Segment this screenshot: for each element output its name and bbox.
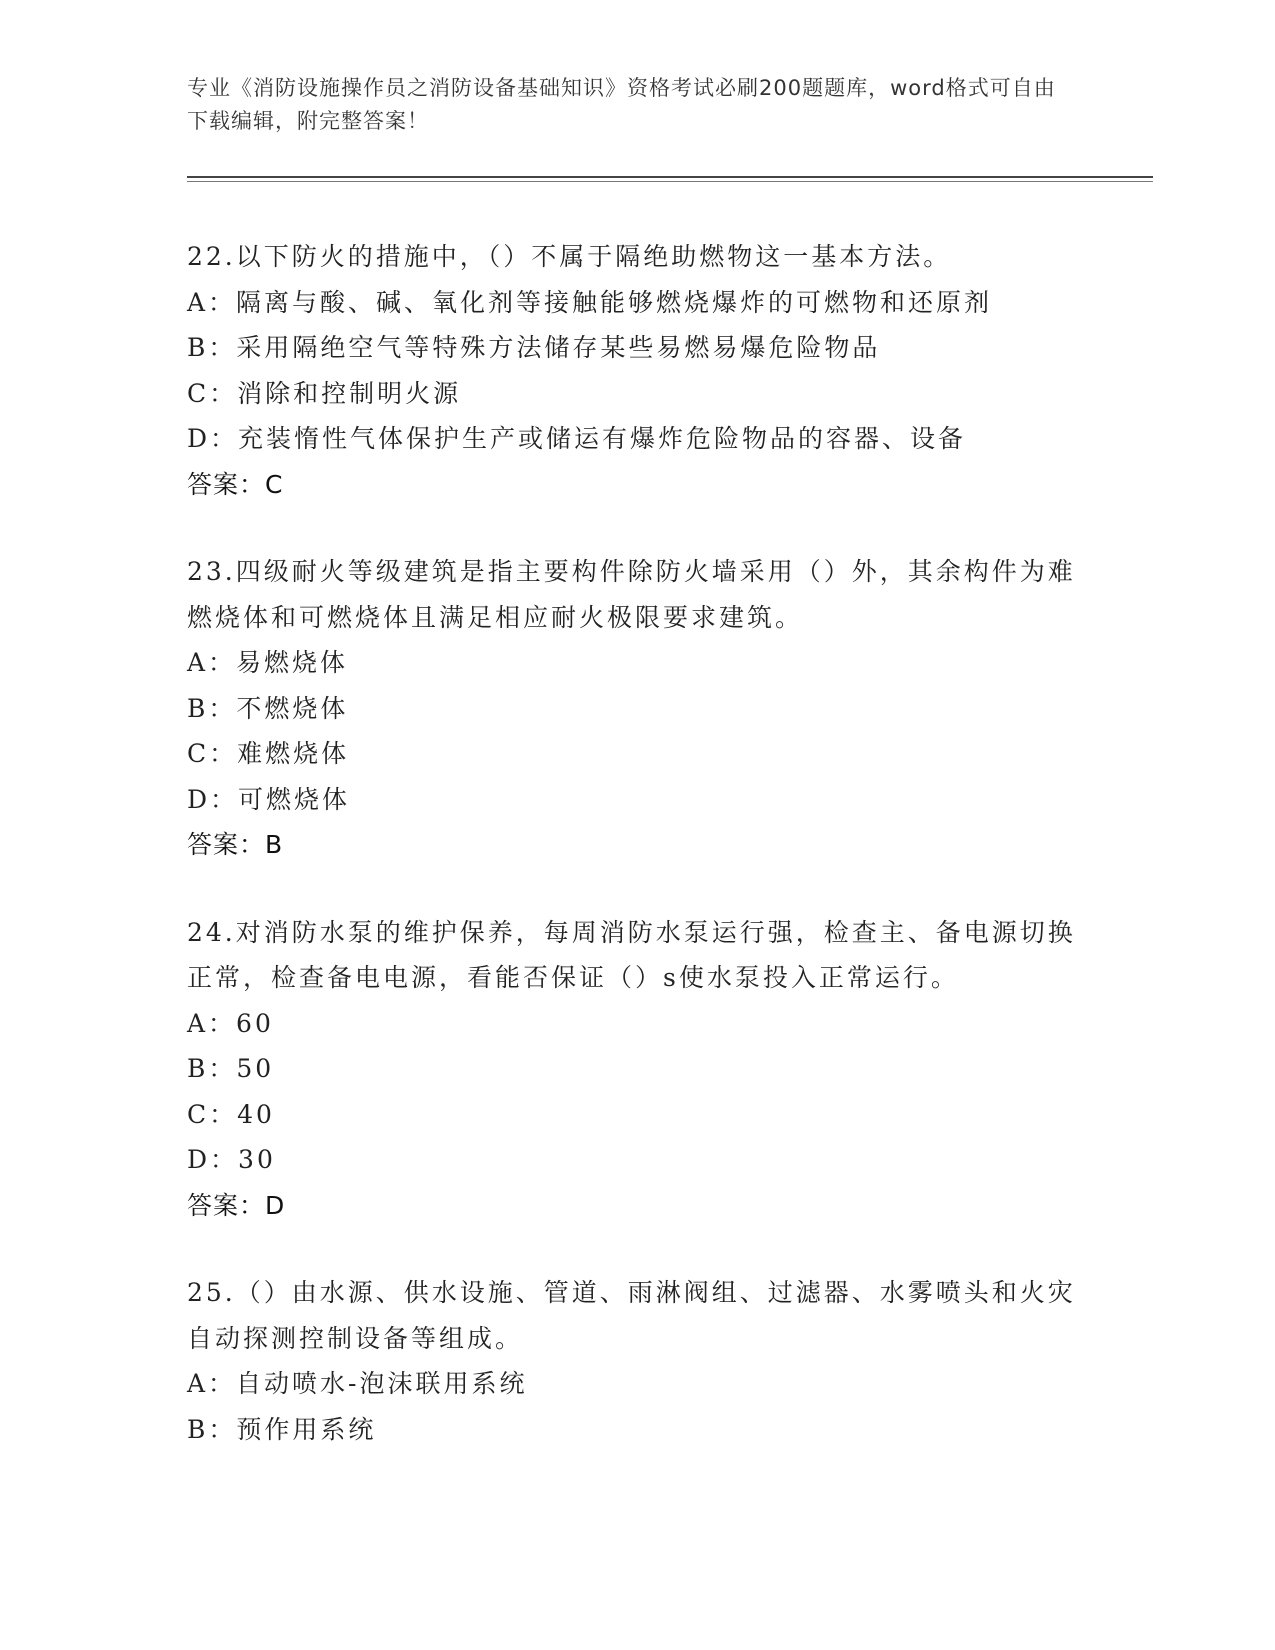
question-25: [187, 1270, 1087, 1452]
question-22: [187, 234, 1087, 507]
option-d: D：30: [187, 1145, 276, 1174]
option-a: A：隔离与酸、碱、氧化剂等接触能够燃烧爆炸的可燃物和还原剂: [187, 287, 993, 317]
option-c: C：消除和控制明火源: [187, 378, 462, 408]
header-divider-thin: [187, 181, 1153, 182]
option-d: D：充装惰性气体保护生产或储运有爆炸危险物品的容器、设备: [187, 424, 967, 453]
option-a: A：易燃烧体: [187, 648, 349, 677]
question-stem: 24.对消防水泵的维护保养，每周消防水泵运行强，检查主、备电源切换正常，检查备电电源，看能否保证（）s使水泵投入正常运行。: [187, 917, 1076, 992]
option-a: A：60: [187, 1008, 274, 1038]
question-list: [187, 234, 1087, 1494]
document-header: 专业《消防设施操作员之消防设备基础知识》资格考试必刷200题题库，word格式可自由下载编辑，附完整答案！: [187, 76, 1056, 133]
option-a: A：自动喷水-泡沫联用系统: [187, 1369, 528, 1398]
option-c: C：40: [187, 1099, 275, 1129]
option-b: B：采用隔绝空气等特殊方法储存某些易燃易爆危险物品: [187, 333, 881, 362]
question-stem: 25.（）由水源、供水设施、管道、雨淋阀组、过滤器、水雾喷头和火灾自动探测控制设备等组成。: [187, 1278, 1076, 1353]
question-stem: 22.以下防火的措施中，（）不属于隔绝助燃物这一基本方法。: [187, 242, 952, 271]
answer-line: 答案：B: [187, 830, 284, 859]
question-24: [187, 910, 1087, 1229]
option-d: D：可燃烧体: [187, 784, 351, 814]
option-b: B：不燃烧体: [187, 693, 349, 723]
question-stem: 23.四级耐火等级建筑是指主要构件除防火墙采用（）外，其余构件为难燃烧体和可燃烧体且满足相应耐火极限要求建筑。: [187, 557, 1076, 632]
option-b: B：预作用系统: [187, 1414, 377, 1444]
answer-line: 答案：D: [187, 1190, 286, 1220]
answer-line: 答案：C: [187, 469, 284, 499]
option-b: B：50: [187, 1054, 275, 1083]
option-c: C：难燃烧体: [187, 739, 350, 768]
question-23: [187, 549, 1087, 868]
header-divider-thick: [187, 176, 1153, 178]
